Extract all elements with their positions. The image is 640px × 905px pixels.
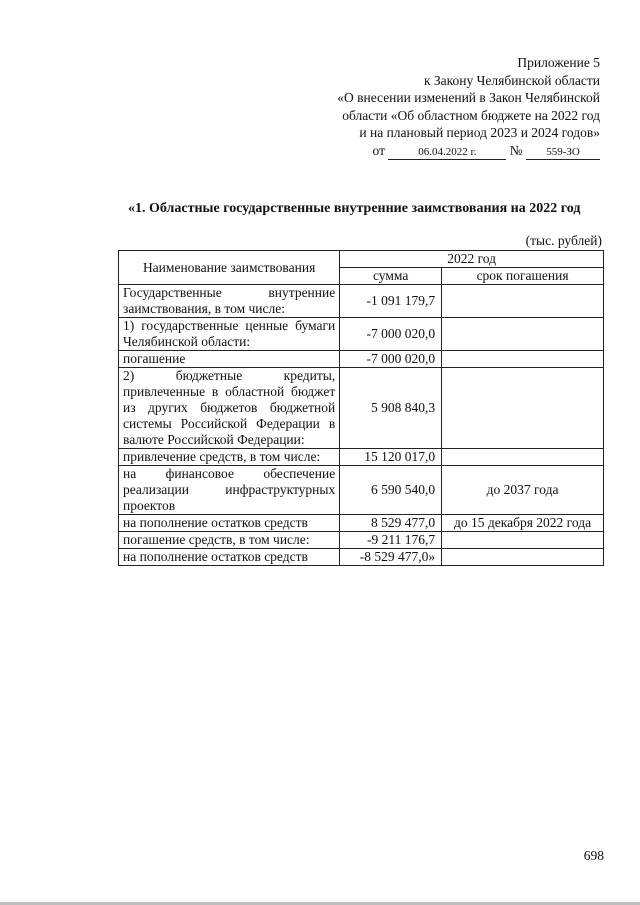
appendix-line-2: к Закону Челябинской области — [423, 72, 600, 88]
appendix-header — [260, 54, 600, 160]
row-sum: -7 000 020,0 — [340, 351, 442, 368]
row-name: на финансовое обеспечение реализации инфраструктурных проектов — [119, 466, 340, 515]
header-term: срок погашения — [442, 268, 604, 285]
row-name: 2) бюджетные кредиты, привлеченные в областной бюджет из других бюджетов бюджетной системы Российской Федерации в валюте Российской Федерации: — [119, 368, 340, 449]
page-number: 698 — [583, 848, 604, 863]
number-label: № — [509, 142, 523, 158]
row-name: погашение — [119, 351, 340, 368]
table-row — [119, 318, 604, 351]
row-name: 1) государственные ценные бумаги Челябинской области: — [119, 318, 340, 351]
row-term: до 2037 года — [442, 466, 604, 515]
row-term — [442, 549, 604, 566]
row-name: на пополнение остатков средств — [119, 549, 340, 566]
appendix-line-3: «О внесении изменений в Закон Челябинской — [337, 90, 600, 105]
law-date: 06.04.2022 г. — [388, 145, 506, 160]
row-term: до 15 декабря 2022 года — [442, 515, 604, 532]
row-sum: 6 590 540,0 — [340, 466, 442, 515]
row-term — [442, 351, 604, 368]
row-name: привлечение средств, в том числе: — [119, 449, 340, 466]
from-label: от — [372, 142, 385, 158]
row-sum: 15 120 017,0 — [340, 449, 442, 466]
row-name: погашение средств, в том числе: — [119, 532, 340, 549]
row-sum: -9 211 176,7 — [340, 532, 442, 549]
row-term — [442, 368, 604, 449]
row-sum: 8 529 477,0 — [340, 515, 442, 532]
row-term — [442, 285, 604, 318]
table-row — [119, 532, 604, 549]
law-date-number-line — [260, 142, 600, 160]
row-sum: 5 908 840,3 — [340, 368, 442, 449]
borrowings-table — [118, 250, 604, 566]
row-term — [442, 449, 604, 466]
section-title: «1. Областные государственные внутренние заимствования на 2022 год — [128, 201, 581, 216]
units-label: (тыс. рублей) — [525, 233, 602, 248]
table-row — [119, 515, 604, 532]
table-row — [119, 351, 604, 368]
table-row — [119, 466, 604, 515]
row-name: на пополнение остатков средств — [119, 515, 340, 532]
row-name: Государственные внутренние заимствования, в том числе: — [119, 285, 340, 318]
appendix-line-5: и на плановый период 2023 и 2024 годов» — [359, 125, 600, 140]
header-year: 2022 год — [340, 251, 604, 268]
row-sum: -8 529 477,0» — [340, 549, 442, 566]
table-row — [119, 549, 604, 566]
row-sum: -1 091 179,7 — [340, 285, 442, 318]
appendix-line-4: области «Об областном бюджете на 2022 год — [342, 107, 600, 123]
table-row — [119, 285, 604, 318]
appendix-line-1: Приложение 5 — [517, 55, 600, 70]
header-sum: сумма — [340, 268, 442, 285]
header-name: Наименование заимствования — [119, 251, 340, 285]
row-term — [442, 532, 604, 549]
row-term — [442, 318, 604, 351]
table-row — [119, 449, 604, 466]
law-number: 559-ЗО — [526, 145, 600, 160]
table-row — [119, 368, 604, 449]
row-sum: -7 000 020,0 — [340, 318, 442, 351]
